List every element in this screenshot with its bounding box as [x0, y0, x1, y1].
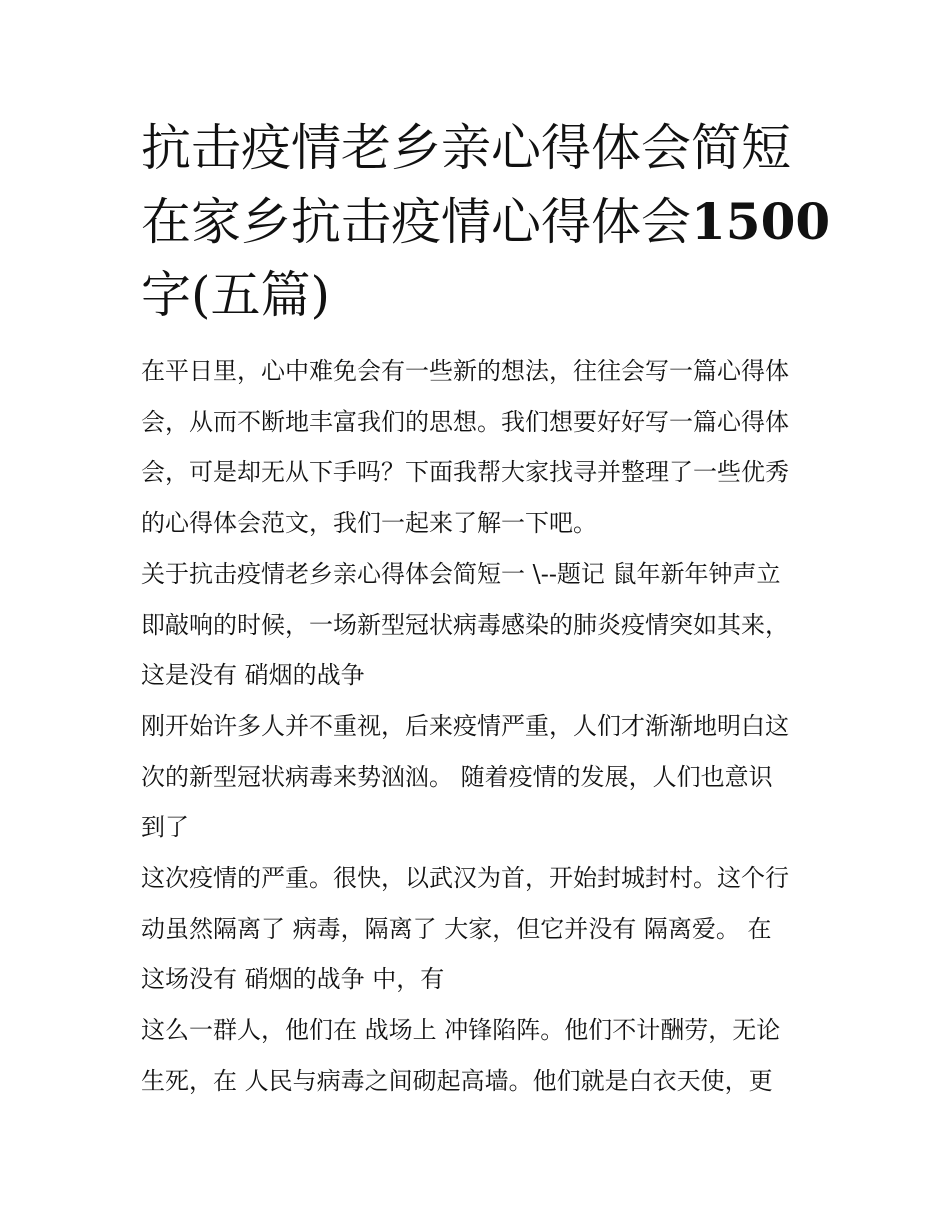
text-line: 这场没有 硝烟的战争 中，有 [141, 965, 445, 994]
text-line: 这次疫情的严重。很快，以武汉为首，开始封城封村。这个行 [141, 864, 789, 893]
text-line: 会，可是却无从下手吗？下面我帮大家找寻并整理了一些优秀 [141, 458, 789, 487]
title-word-count: 1500 [691, 192, 831, 251]
paragraph-4 [141, 1005, 821, 1106]
text-line: 刚开始许多人并不重视，后来疫情严重，人们才渐渐地明白这 [141, 711, 789, 740]
text-line: 的心得体会范文，我们一起来了解一下吧。 [141, 509, 597, 538]
title-line-1: 抗击疫情老乡亲心得体会简短 [141, 119, 791, 177]
document-page [141, 112, 831, 1107]
title-line-2 [141, 185, 831, 259]
title-line-3: 字(五篇) [141, 266, 331, 324]
text-line: 在平日里，心中难免会有一些新的想法，往往会写一篇心得体 [141, 357, 789, 385]
paragraph-essay-one-heading [141, 549, 821, 701]
text-line: 到了 [141, 813, 189, 842]
document-body [141, 346, 821, 1107]
text-line: 这是没有 硝烟的战争 [141, 661, 365, 690]
text-line: 次的新型冠状病毒来势汹汹。 随着疫情的发展，人们也意识 [141, 762, 773, 791]
text-line: 生死，在 人民与病毒之间砌起高墙。他们就是白衣天使，更 [141, 1066, 773, 1095]
document-title [141, 112, 831, 332]
text-line: 关于抗击疫情老乡亲心得体会简短一 \--题记 鼠年新年钟声立 [141, 559, 781, 588]
paragraph-2 [141, 701, 821, 853]
title-line-2-text: 在家乡抗击疫情心得体会 [141, 193, 691, 251]
paragraph-intro [141, 346, 821, 549]
text-line: 这么一群人，他们在 战场上 冲锋陷阵。他们不计酬劳，无论 [141, 1016, 781, 1045]
text-line: 会，从而不断地丰富我们的思想。我们想要好好写一篇心得体 [141, 407, 789, 436]
text-line: 动虽然隔离了 病毒，隔离了 大家，但它并没有 隔离爱。 在 [141, 914, 772, 943]
text-line: 即敲响的时候，一场新型冠状病毒感染的肺炎疫情突如其来， [141, 610, 789, 639]
paragraph-3 [141, 853, 821, 1005]
